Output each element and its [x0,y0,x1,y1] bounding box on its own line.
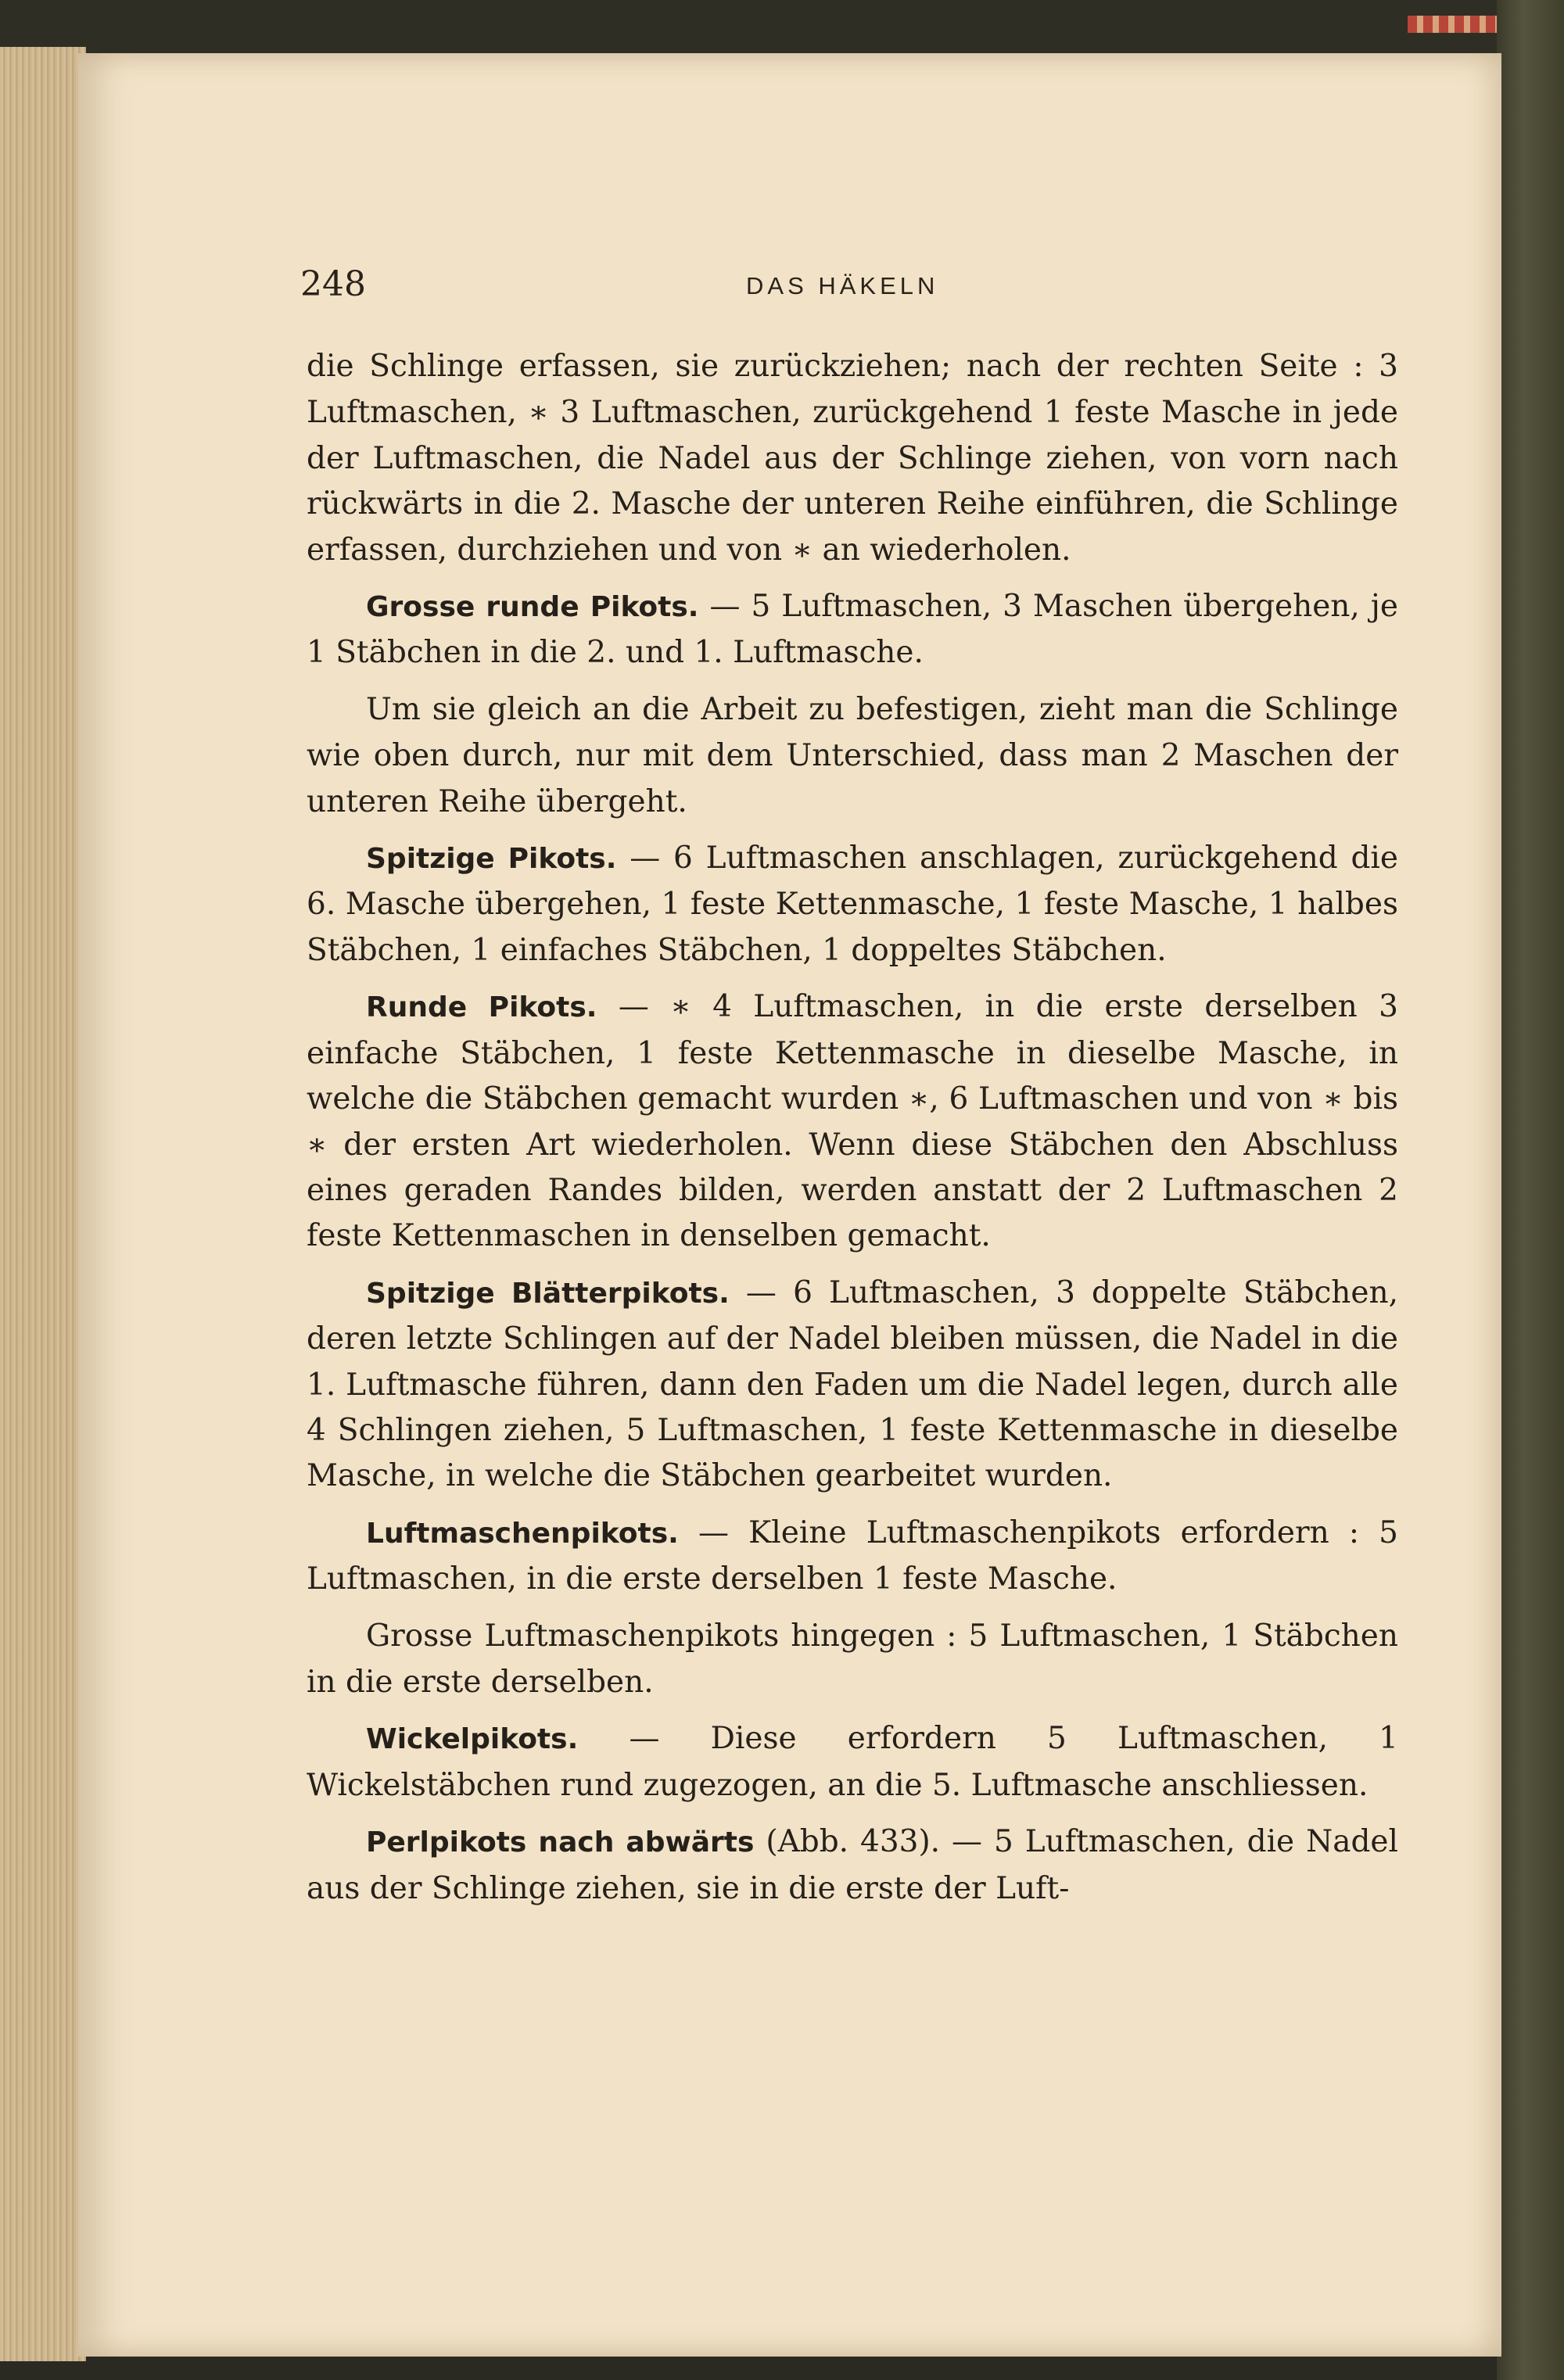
page-header [300,264,1395,311]
paragraph-heading: Runde Pikots. [366,991,597,1024]
paragraph [307,584,1398,676]
paragraph-heading: Spitzige Blätterpikots. [366,1277,730,1310]
paragraph-text: Um sie gleich an die Arbeit zu befestigen, zieht man die Schlinge wie oben durch, nur mit dem Unterschied, dass man 2 Maschen der unteren Reihe übergeht. [307,691,1398,819]
paragraph-heading: Grosse runde Pikots. [366,591,699,624]
paragraph-heading: Wickelpikots. [366,1723,579,1756]
paragraph-text: — 6 Luftmaschen, 3 doppelte Stäbchen, deren letzte Schlingen auf der Nadel bleiben müssen, die Nadel in die 1. Luftmasche führen, dann den Faden um die Nadel legen, durch alle 4 Schlingen ziehen, 5 Luftmaschen, 1 feste Kettenmasche in dieselbe Masche, in welche die Stäbchen gearbeitet wurden. [307,1274,1399,1494]
paragraph [307,984,1398,1259]
paragraph-text: — ∗ 4 Luftmaschen, in die erste derselben 3 einfache Stäbchen, 1 feste Kettenmasche in dieselbe Masche, in welche die Stäbchen gemacht wurden ∗, 6 Luftmaschen und von ∗ bis ∗ der ersten Art wiederholen. Wenn diese Stäbchen den Abschluss eines geraden Randes bilden, werden anstatt der 2 Luftmaschen 2 feste Kettenmaschen in denselben gemacht. [307,989,1398,1254]
paragraph [307,1511,1398,1603]
book-cover-right [1497,0,1564,2380]
paragraph-text: — Diese erfordern 5 Luftmaschen, 1 Wickelstäbchen rund zugezogen, an die 5. Luftmasche anschliessen. [307,1721,1398,1803]
paragraph [307,836,1398,973]
paragraph [307,1716,1398,1808]
body-text [307,344,1398,1923]
paragraph-heading: Spitzige Pikots. [366,843,617,876]
paragraph-heading: Perlpikots nach abwärts [366,1826,755,1859]
paragraph-text: — 5 Luftmaschen, 3 Maschen übergehen, je 1 Stäbchen in die 2. und 1. Luftmasche. [307,589,1398,671]
running-title: DAS HÄKELN [746,272,939,299]
paragraph-text: die Schlinge erfassen, sie zurückziehen; nach der rechten Seite : 3 Luftmaschen, ∗ 3 Luftmaschen, zurückgehend 1 feste Masche in jede der Luftmaschen, die Nadel aus der Schlinge ziehen, von vorn nach rückwärts in die 2. Masche der unteren Reihe einführen, die Schlinge erfassen, durchziehen und von ∗ an wiederholen. [307,349,1398,568]
paragraph [307,1271,1398,1500]
page-number: 248 [300,264,366,304]
paragraph-text: Grosse Luftmaschenpikots hingegen : 5 Luftmaschen, 1 Stäbchen in die erste derselben. [307,1618,1398,1700]
paragraph-heading: Luftmaschenpikots. [366,1517,679,1550]
paragraph-text: (Abb. 433). — 5 Luftmaschen, die Nadel aus der Schlinge ziehen, sie in die erste der Luft- [307,1824,1398,1906]
page-edges [0,47,86,2361]
paragraph [307,344,1398,573]
paragraph-text: — Kleine Luftmaschenpikots erfordern : 5 Luftmaschen, in die erste derselben 1 feste Masche. [307,1514,1398,1597]
paragraph-text: — 6 Luftmaschen anschlagen, zurückgehend die 6. Masche übergehen, 1 feste Kettenmasche, 1 feste Masche, 1 halbes Stäbchen, 1 einfaches Stäbchen, 1 doppeltes Stäbchen. [307,841,1398,968]
paragraph [307,1819,1398,1912]
paragraph [307,1614,1398,1706]
book-cover-top [0,0,1564,55]
paragraph [307,687,1398,825]
